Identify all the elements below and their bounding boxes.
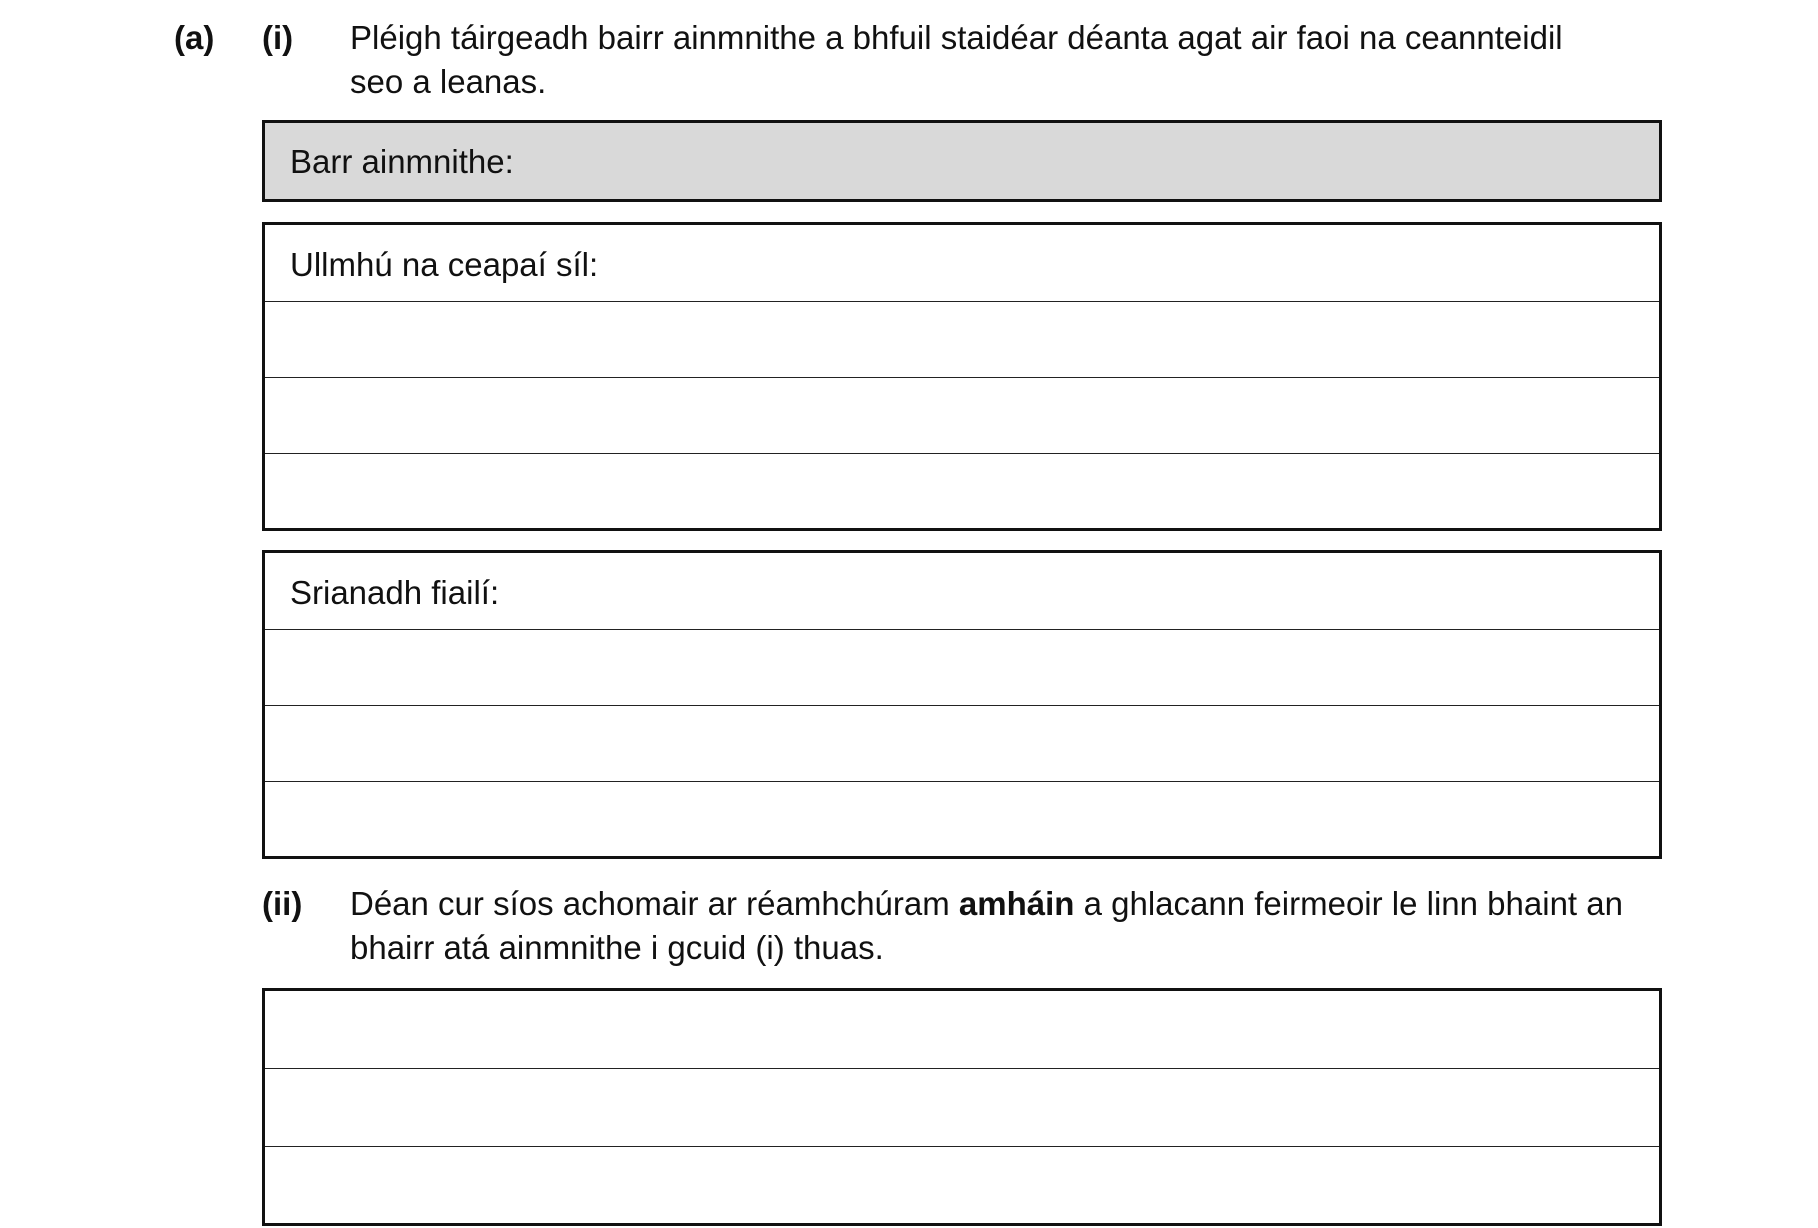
weed-control-box[interactable] xyxy=(262,550,1662,859)
answer-line[interactable] xyxy=(265,1146,1659,1147)
answer-line[interactable] xyxy=(265,1068,1659,1069)
answer-line[interactable] xyxy=(265,453,1659,454)
sub-ii-text-line2: bhairr atá ainmnithe i gcuid (i) thuas. xyxy=(350,929,884,966)
named-crop-label: Barr ainmnithe: xyxy=(290,143,514,180)
part-a-label: (a) xyxy=(174,19,215,56)
answer-line[interactable] xyxy=(265,629,1659,630)
answer-line[interactable] xyxy=(265,781,1659,782)
seedbed-preparation-box[interactable] xyxy=(262,222,1662,531)
answer-line[interactable] xyxy=(265,377,1659,378)
sub-ii-text-after-bold: a ghlacann feirmeoir le linn bhaint an xyxy=(1074,885,1623,922)
sub-ii-text-bold: amháin xyxy=(958,885,1075,922)
sub-i-text-line2: seo a leanas. xyxy=(350,63,547,100)
named-crop-box[interactable] xyxy=(262,120,1662,202)
answer-line[interactable] xyxy=(265,301,1659,302)
sub-ii-label: (ii) xyxy=(262,885,303,922)
answer-line[interactable] xyxy=(265,705,1659,706)
sub-i-text-line1: Pléigh táirgeadh bairr ainmnithe a bhfuil staidéar déanta agat air faoi na ceannteidil xyxy=(350,19,1563,56)
sub-ii-text-line1 xyxy=(350,882,1623,926)
precaution-answer-box[interactable] xyxy=(262,988,1662,1226)
sub-ii-text-before-bold: Déan cur síos achomair ar réamhchúram xyxy=(350,885,959,922)
weed-control-label: Srianadh fiailí: xyxy=(290,574,500,611)
seedbed-preparation-label: Ullmhú na ceapaí síl: xyxy=(290,246,599,283)
sub-i-label: (i) xyxy=(262,19,294,56)
